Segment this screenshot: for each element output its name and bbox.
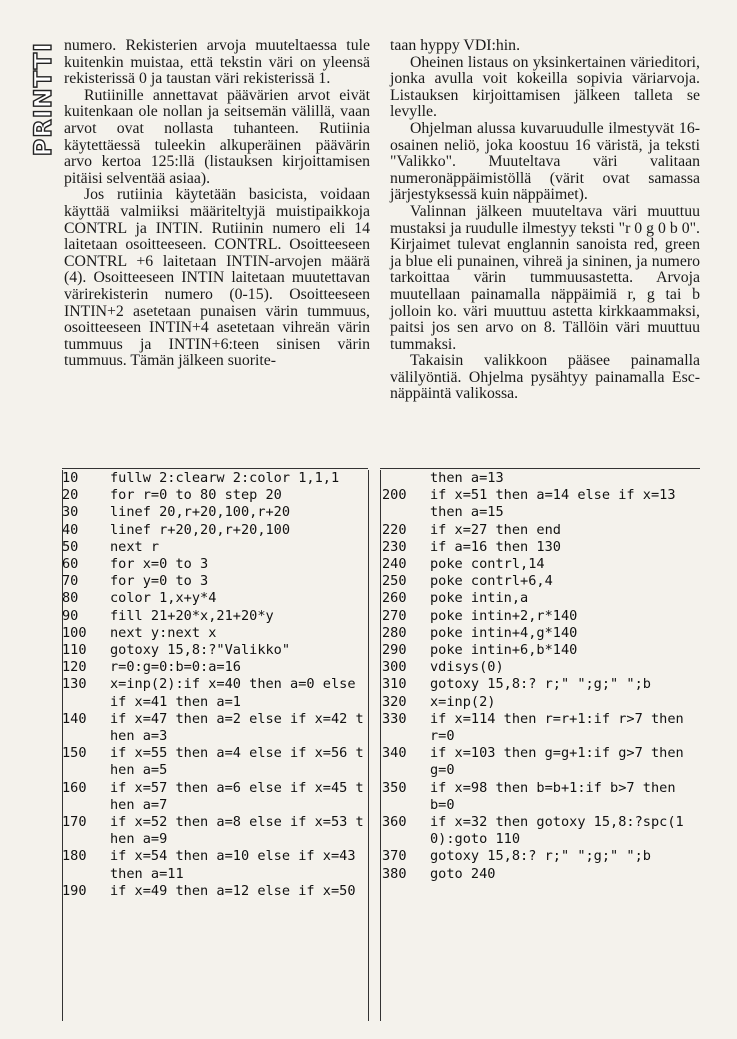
code-line [382, 831, 712, 848]
article-left-column [64, 38, 370, 370]
code-line [382, 522, 712, 539]
code-line [382, 590, 712, 607]
line-number: 370 [382, 848, 407, 865]
code-text: x=inp(2) [430, 693, 496, 710]
code-text: if x=54 then a=10 else if x=43 [110, 848, 356, 865]
article-paragraph: Takaisin valikkoon pääsee painamalla välilyöntiä. Ohjelma pysähtyy painamalla Esc-näppäintä valikossa. [390, 352, 700, 403]
code-text: vdisys(0) [430, 659, 504, 676]
basic-listing-left [62, 470, 362, 1021]
code-line [62, 728, 362, 745]
code-text: if x=51 then a=14 else if x=13 [430, 487, 676, 504]
code-line [62, 539, 362, 556]
code-text: for x=0 to 3 [110, 556, 209, 573]
line-number: 110 [62, 642, 87, 659]
line-number: 310 [382, 676, 407, 693]
code-text: for y=0 to 3 [110, 573, 209, 590]
code-line [62, 487, 362, 504]
code-line [62, 556, 362, 573]
code-line [62, 590, 362, 607]
code-line [62, 608, 362, 625]
code-line [62, 659, 362, 676]
listing-right-border [380, 470, 381, 1021]
line-number: 20 [62, 487, 79, 504]
code-line [382, 608, 712, 625]
code-line [382, 762, 712, 779]
line-number: 260 [382, 590, 407, 607]
listing-right-top-rule [380, 468, 700, 469]
line-number: 100 [62, 624, 87, 641]
code-text: poke contrl,14 [430, 556, 545, 573]
line-number: 170 [62, 814, 87, 831]
line-number: 80 [62, 590, 79, 607]
line-number: 240 [382, 556, 407, 573]
code-line [62, 780, 362, 797]
code-line [62, 504, 362, 521]
code-text: gotoxy 15,8:?"Valikko" [110, 642, 291, 659]
code-text: fill 21+20*x,21+20*y [110, 607, 274, 624]
line-number: 160 [62, 779, 87, 796]
code-line [62, 814, 362, 831]
code-line [382, 814, 712, 831]
line-number: 300 [382, 659, 407, 676]
code-text: if x=41 then a=1 [110, 693, 241, 710]
code-line [382, 780, 712, 797]
code-line [62, 762, 362, 779]
line-number [62, 797, 110, 814]
code-text: poke intin+6,b*140 [430, 642, 578, 659]
code-text: poke intin+2,r*140 [430, 607, 578, 624]
code-text: r=0 [430, 728, 455, 745]
code-text: if x=52 then a=8 else if x=53 t [110, 814, 364, 831]
line-number [382, 797, 430, 814]
code-line [382, 573, 712, 590]
line-number: 90 [62, 607, 79, 624]
line-number [382, 762, 430, 779]
code-text: 0):goto 110 [430, 831, 521, 848]
code-line [382, 504, 712, 521]
code-text: gotoxy 15,8:? r;" ";g;" ";b [430, 676, 651, 693]
code-text: if x=55 then a=4 else if x=56 t [110, 745, 364, 762]
code-line [62, 848, 362, 865]
code-text: next r [110, 538, 160, 555]
line-number: 190 [62, 882, 87, 899]
code-text: if x=49 then a=12 else if x=50 [110, 882, 356, 899]
code-line [382, 848, 712, 865]
code-text: linef r+20,20,r+20,100 [110, 521, 291, 538]
code-line [62, 470, 362, 487]
article-right-column [390, 38, 700, 403]
code-text: x=inp(2):if x=40 then a=0 else [110, 676, 356, 693]
code-text: for r=0 to 80 step 20 [110, 487, 282, 504]
code-text: hen a=3 [110, 728, 168, 745]
code-text: hen a=9 [110, 831, 168, 848]
line-number [62, 866, 110, 883]
code-text: fullw 2:clearw 2:color 1,1,1 [110, 470, 340, 486]
code-line [382, 797, 712, 814]
line-number: 140 [62, 710, 87, 727]
code-text: g=0 [430, 762, 455, 779]
line-number: 360 [382, 814, 407, 831]
code-line [382, 676, 712, 693]
code-line [382, 487, 712, 504]
line-number: 270 [382, 607, 407, 624]
line-number [382, 728, 430, 745]
code-text: if a=16 then 130 [430, 538, 561, 555]
code-text: color 1,x+y*4 [110, 590, 217, 607]
code-text: if x=114 then r=r+1:if r>7 then [430, 710, 684, 727]
line-number [62, 728, 110, 745]
line-number [382, 470, 430, 487]
code-line [382, 866, 712, 883]
listing-divider [368, 470, 369, 1021]
code-line [62, 642, 362, 659]
code-line [382, 556, 712, 573]
line-number: 330 [382, 710, 407, 727]
code-text: if x=98 then b=b+1:if b>7 then [430, 779, 676, 796]
line-number: 10 [62, 470, 79, 486]
line-number: 40 [62, 521, 79, 538]
article-paragraph: Oheinen listaus on yksinkertainen värieditori, jonka avulla voit kokeilla sopivia väriarvoja. Listauksen kirjoittamisen jälkeen talleta se levylle. [390, 53, 700, 121]
code-line [382, 659, 712, 676]
code-line [382, 470, 712, 487]
line-number: 180 [62, 848, 87, 865]
code-line [62, 711, 362, 728]
line-number: 130 [62, 676, 87, 693]
line-number: 340 [382, 745, 407, 762]
code-line [382, 539, 712, 556]
line-number: 350 [382, 779, 407, 796]
code-line [62, 522, 362, 539]
code-text: then a=11 [110, 865, 184, 882]
article-paragraph: taan hyppy VDI:hin. [390, 37, 521, 54]
code-text: poke intin+4,g*140 [430, 624, 578, 641]
code-text: r=0:g=0:b=0:a=16 [110, 659, 241, 676]
code-line [62, 883, 362, 900]
code-text: if x=32 then gotoxy 15,8:?spc(1 [430, 814, 684, 831]
listing-left-top-rule [62, 468, 368, 469]
article-paragraph: Ohjelman alussa kuvaruudulle ilmestyvät 16-osainen neliö, joka koostuu 16 väristä, ja teksti "Valikko". Muuteltava väri valitaan numeronäppäimistöllä (värit ovat samassa järjestyksessä kuin näppäimet). [390, 119, 700, 204]
article-paragraph: Valinnan jälkeen muuteltava väri muuttuu mustaksi ja ruudulle ilmestyy teksti "r 0 g 0 b 0". Kirjaimet tulevat englannin sanoista red, green ja blue eli punainen, vihreä ja sininen, ja numero tarkoittaa värin tummuusastetta. Arvoja muutellaan painamalla näppäimiä r, g tai b jolloin ko. väri muuttuu astetta kirkkaammaksi, paitsi jos sen arvo on 8. Tällöin väri muuttuu tummaksi. [390, 202, 700, 353]
code-line [62, 745, 362, 762]
code-line [382, 625, 712, 642]
line-number [62, 831, 110, 848]
line-number: 70 [62, 573, 79, 590]
brand-text: PRINTTI [29, 41, 57, 157]
code-text: if x=47 then a=2 else if x=42 t [110, 710, 364, 727]
code-text: hen a=5 [110, 762, 168, 779]
code-text: next y:next x [110, 624, 217, 641]
code-line [62, 694, 362, 711]
code-text: if x=57 then a=6 else if x=45 t [110, 779, 364, 796]
code-text: goto 240 [430, 865, 496, 882]
line-number [382, 504, 430, 521]
code-line [382, 745, 712, 762]
code-line [62, 831, 362, 848]
code-text: if x=27 then end [430, 521, 561, 538]
code-text: then a=13 [430, 470, 504, 486]
code-text: linef 20,r+20,100,r+20 [110, 504, 291, 521]
code-line [62, 797, 362, 814]
article-paragraph: numero. Rekisterien arvoja muuteltaessa tule kuitenkin muistaa, että tekstin väri on yleensä rekisterissä 0 ja taustan väri rekisterissä 1. [64, 37, 370, 88]
code-line [62, 625, 362, 642]
code-text: b=0 [430, 796, 455, 813]
article-paragraph: Rutiinille annettavat päävärien arvot eivät kuitenkaan ole nollan ja seitsemän välillä, vaan arvot ovat nollasta tuhanteen. Rutiinia käytettäessä tuleekin alkuperäinen päävärin arvo kertoa 125:llä (listauksen kirjoittamisen pitäisi selventää asiaa). [64, 86, 370, 187]
code-text: hen a=7 [110, 796, 168, 813]
line-number: 380 [382, 865, 407, 882]
code-line [62, 676, 362, 693]
code-line [62, 573, 362, 590]
code-line [382, 642, 712, 659]
line-number [382, 831, 430, 848]
code-line [382, 711, 712, 728]
line-number: 280 [382, 624, 407, 641]
code-line [382, 694, 712, 711]
line-number: 60 [62, 556, 79, 573]
line-number: 250 [382, 573, 407, 590]
code-text: poke intin,a [430, 590, 529, 607]
code-line [382, 728, 712, 745]
article-paragraph: Jos rutiinia käytetään basicista, voidaan käyttää valmiiksi määriteltyjä muistipaikkoja CONTRL ja INTIN. Rutiinin numero eli 14 laitetaan osoitteeseen. CONTRL. Osoitteeseen CONTRL +6 laitetaan INTIN-arvojen määrä (4). Osoitteeseen INTIN laitetaan muutettavan värirekisterin numero (0-15). Osoitteeseen INTIN+2 asetetaan punaisen värin tummuus, osoitteeseen INTIN+4 asetetaan vihreän värin tummuus ja INTIN+6:teen sinisen värin tummuus. Tämän jälkeen suorite- [64, 186, 370, 370]
code-text: if x=103 then g=g+1:if g>7 then [430, 745, 684, 762]
code-text: gotoxy 15,8:? r;" ";g;" ";b [430, 848, 651, 865]
line-number: 150 [62, 745, 87, 762]
line-number: 30 [62, 504, 79, 521]
line-number: 320 [382, 693, 407, 710]
line-number: 230 [382, 538, 407, 555]
line-number: 50 [62, 538, 79, 555]
line-number: 220 [382, 521, 407, 538]
basic-listing-right [382, 470, 712, 1021]
line-number [62, 694, 110, 711]
code-line [62, 866, 362, 883]
code-text: poke contrl+6,4 [430, 573, 553, 590]
line-number: 200 [382, 487, 407, 504]
line-number: 120 [62, 659, 87, 676]
line-number [62, 762, 110, 779]
line-number: 290 [382, 642, 407, 659]
code-text: then a=15 [430, 504, 504, 521]
magazine-brand-logo [30, 24, 56, 174]
